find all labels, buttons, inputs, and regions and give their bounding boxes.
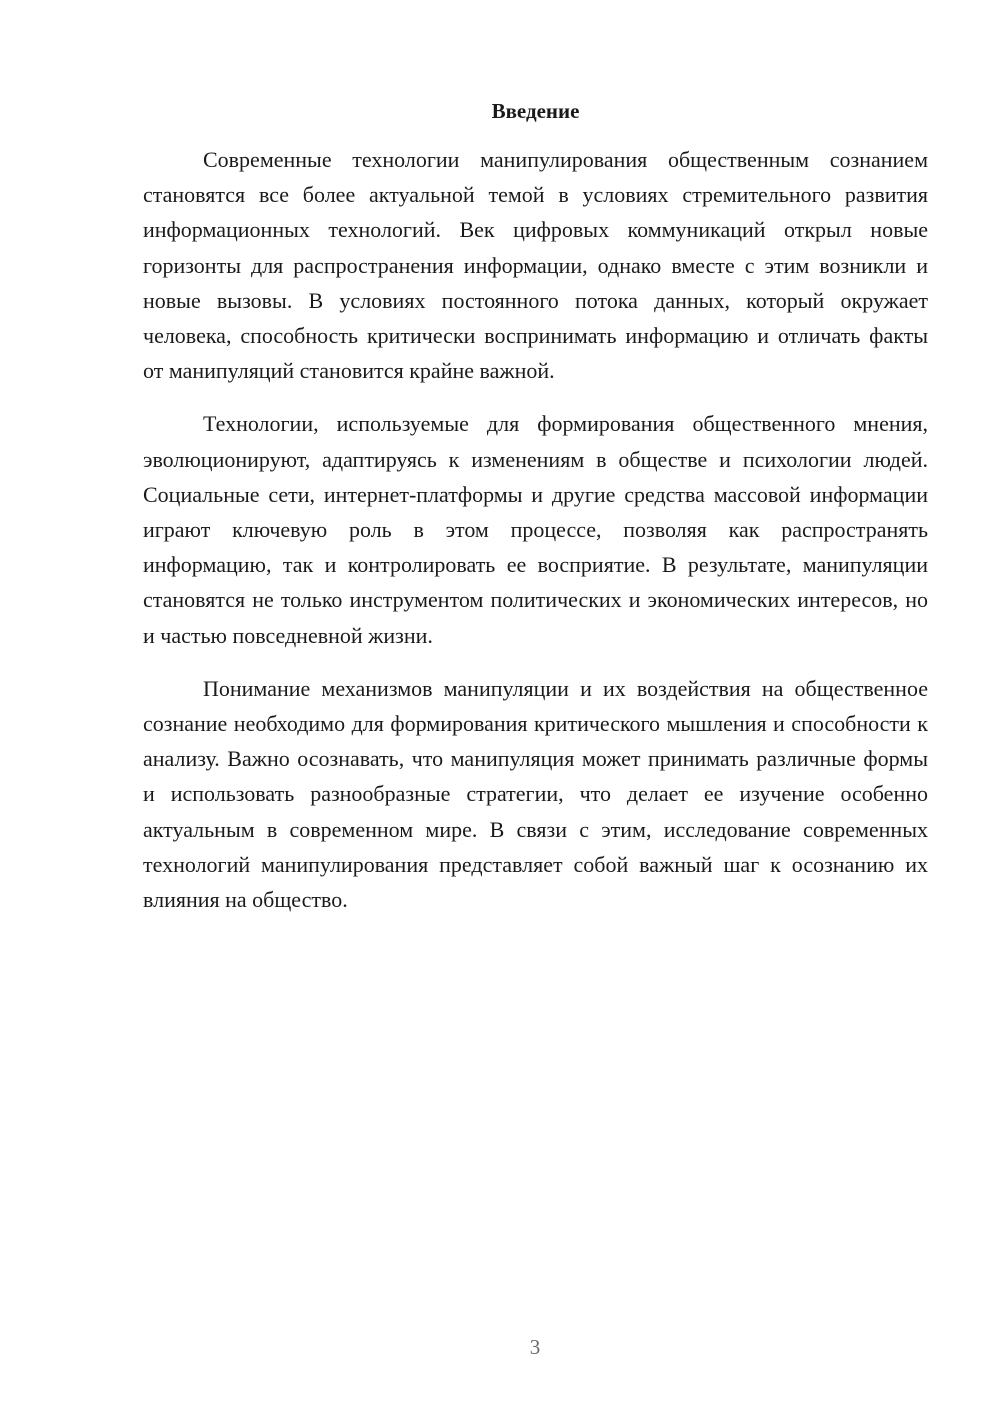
paragraph-3: Понимание механизмов манипуляции и их воздействия на общественное сознание необходимо для формирования критического мышления и способности к анализу. Важно осознавать, что манипуляция может принимать различные формы и использовать разнообразные стратегии, что делает ее изучение особенно актуальным в современном мире. В связи с этим, исследование современных технологий манипулирования представляет собой важный шаг к осознанию их влияния на общество. (143, 675, 928, 913)
paragraph-1: Современные технологии манипулирования общественным сознанием становятся все более актуальной темой в условиях стремительного развития информационных технологий. Век цифровых коммуникаций открыл новые горизонты для распространения информации, однако вместе с этим возникли и новые вызовы. В условиях постоянного потока данных, который окружает человека, способность критически воспринимать информацию и отличать факты от манипуляций становится крайне важной. (143, 147, 928, 384)
page-number: 3 (529, 1335, 541, 1359)
body-text (143, 142, 928, 935)
paragraph-2: Технологии, используемые для формирования общественного мнения, эволюционируют, адаптируясь к изменениям в обществе и психологии людей. Социальные сети, интернет-платформы и другие средства массовой информации играют ключевую роль в этом процессе, позволяя как распространять информацию, так и контролировать ее восприятие. В результате, манипуляции становятся не только инструментом политических и экономических интересов, но и частью повседневной жизни. (143, 411, 928, 648)
section-title: Введение (491, 99, 580, 123)
